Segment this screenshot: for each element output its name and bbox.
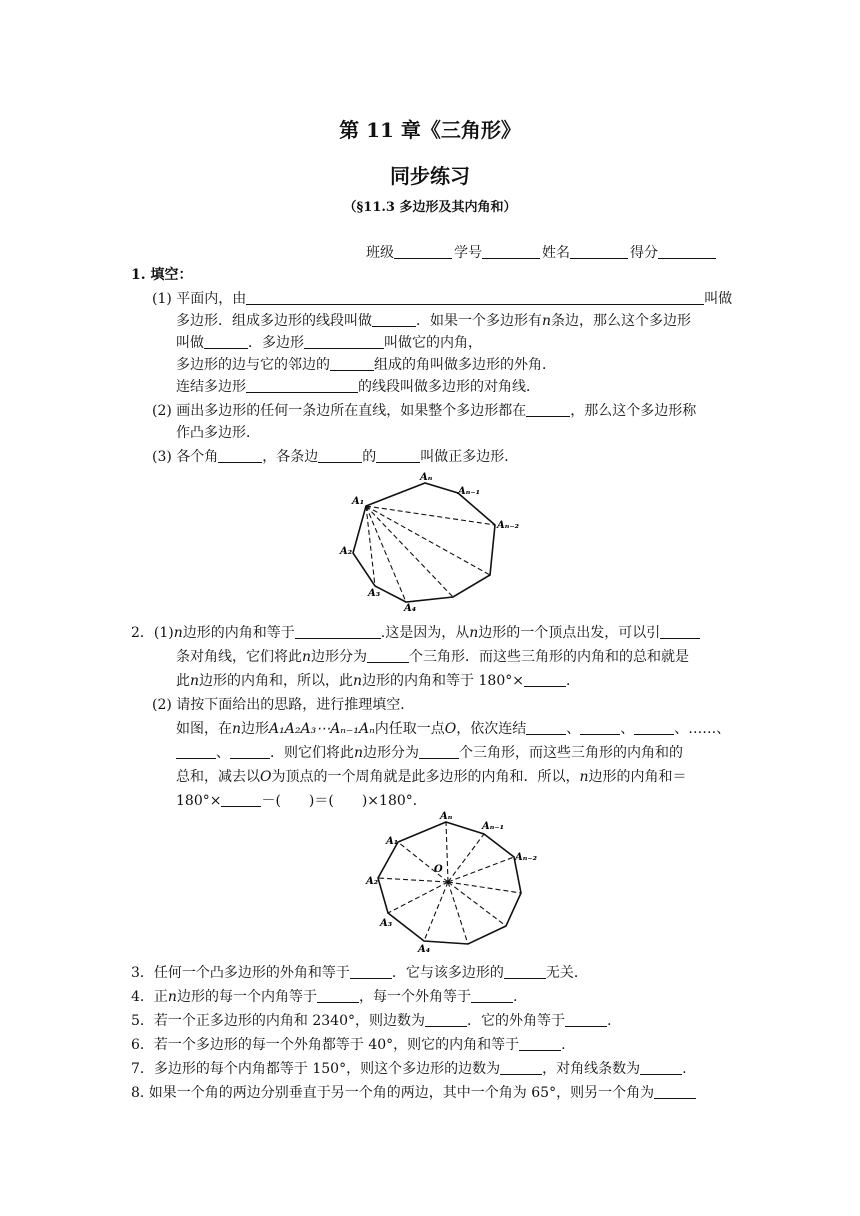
q2-line-5: 如图，在n边形A₁A₂A₃⋯Aₙ₋₁Aₙ内任取一点O，依次连结 、 、 、……、 (176, 721, 731, 737)
q5-line: 5．若一个正多边形的内角和 2340°，则边数为 ．它的外角等于 . (131, 1013, 612, 1029)
label-a1: A₁ (352, 496, 365, 507)
q8-line: 8. 如果一个角的两边分别垂直于另一个角的两边，其中一个角为 65°，则另一个角为 (131, 1084, 696, 1102)
q7-line: 7．多边形的每个内角都等于 150°，则这个多边形的边数为 ，对角线条数为 . (131, 1061, 687, 1077)
q1-blank-4[interactable] (304, 334, 384, 349)
diagonal-lines (366, 506, 495, 602)
label-an-2: Aₙ₋₂ (515, 852, 537, 863)
q2-line-4: (2) 请按下面给出的思路，进行推理填空． (152, 697, 415, 713)
q1-blank-6[interactable] (246, 378, 358, 393)
q7-blank-2[interactable] (640, 1060, 682, 1075)
label-an: Aₙ (440, 811, 453, 822)
q2-blank-6[interactable] (580, 720, 620, 735)
q2-line-2: 条对角线，它们将此n边形分为 个三角形．而这些三角形的内角和的总和就是 (176, 649, 690, 665)
q8-blank-1[interactable] (654, 1084, 696, 1099)
q2-line-6: 、 ．则它们将此n边形分为 个三角形，而这些三角形的内角和的 (176, 744, 683, 762)
q1-line-1: (1) 平面内，由 叫做 (152, 291, 733, 307)
q2-blank-5[interactable] (526, 720, 566, 735)
label-a2: A₂ (366, 876, 379, 887)
q6-line: 6．若一个多边形的每一个外角都等于 40°，则它的内角和等于 . (131, 1037, 566, 1053)
polygon-diagonals-figure (330, 468, 530, 618)
class-blank[interactable] (394, 244, 452, 259)
q2-line-3: 此n边形的内角和，所以，此n边形的内角和等于 180°× ． (176, 673, 580, 689)
label-a1: A₁ (386, 836, 399, 847)
student-info-row (366, 242, 718, 262)
q2-line-8: 180°× －( )＝( )×180°． (176, 793, 427, 809)
q1-line-3: 叫做 ．多边形 叫做它的内角， (176, 335, 482, 351)
q2-blank-7[interactable] (634, 720, 674, 735)
label-o: O (434, 864, 443, 875)
q1-blank-9[interactable] (318, 448, 362, 463)
q1-blank-8[interactable] (218, 448, 262, 463)
worksheet-subtitle: 同步练习 (390, 164, 470, 188)
q1-blank-2[interactable] (372, 312, 416, 327)
label-a2: A₂ (340, 546, 353, 557)
q1-line-5: 连结多边形 的线段叫做多边形的对角线． (176, 379, 540, 395)
q2-blank-10[interactable] (419, 744, 459, 759)
q2-line-1: 2．(1)n边形的内角和等于 .这是因为，从n边形的一个顶点出发，可以引 (131, 624, 700, 642)
q5-blank-1[interactable] (425, 1012, 467, 1027)
q1-blank-3[interactable] (204, 334, 248, 349)
q1-line-8: (3) 各个角 ，各条边 的 叫做正多边形． (152, 449, 519, 465)
q4-blank-1[interactable] (317, 988, 359, 1003)
score-label: 得分 (630, 245, 658, 261)
q3-blank-2[interactable] (504, 964, 546, 979)
q1-blank-7[interactable] (526, 402, 570, 417)
q1-blank-5[interactable] (330, 356, 374, 371)
chapter-title: 第 11 章《三角形》 (339, 118, 521, 142)
name-label: 姓名 (542, 245, 570, 261)
q1-blank-10[interactable] (376, 448, 420, 463)
name-blank[interactable] (570, 244, 628, 259)
q1-blank-1[interactable] (246, 290, 704, 305)
score-blank[interactable] (658, 244, 716, 259)
q2-blank-9[interactable] (230, 744, 270, 759)
q2-blank-1[interactable] (295, 624, 381, 639)
q2-blank-11[interactable] (221, 792, 261, 807)
label-an-1: Aₙ₋₁ (458, 486, 480, 497)
q5-blank-2[interactable] (565, 1012, 607, 1027)
q7-blank-1[interactable] (500, 1060, 542, 1075)
q1-line-7: 作凸多边形． (176, 425, 260, 441)
number-blank[interactable] (482, 244, 540, 259)
q4-blank-2[interactable] (471, 988, 513, 1003)
q6-blank-1[interactable] (519, 1036, 561, 1051)
polygon-center-figure (360, 810, 550, 958)
q3-blank-1[interactable] (350, 964, 392, 979)
q1-line-4: 多边形的边与它的邻边的 组成的角叫做多边形的外角． (176, 357, 556, 373)
class-label: 班级 (366, 245, 394, 261)
q2-line-7: 总和，减去以O为顶点的一个周角就是此多边形的内角和．所以，n边形的内角和＝ (176, 769, 687, 785)
label-a4: A₄ (404, 603, 417, 614)
q2-blank-4[interactable] (524, 672, 566, 687)
polygon-outline (353, 483, 495, 602)
q1-line-6: (2) 画出多边形的任何一条边所在直线，如果整个多边形都在 ，那么这个多边形称 (152, 403, 697, 419)
q2-blank-3[interactable] (367, 648, 409, 663)
center-point (446, 880, 450, 884)
q1-line-2: 多边形．组成多边形的线段叫做 ．如果一个多边形有n条边，那么这个多边形 (176, 313, 692, 329)
label-an-1: Aₙ₋₁ (482, 821, 504, 832)
q4-line: 4．正n边形的每一个内角等于 ，每一个外角等于 . (131, 989, 518, 1005)
section-title: （§11.3 多边形及其内角和） (343, 200, 517, 215)
q3-line: 3．任何一个凸多边形的外角和等于 ．它与该多边形的 无关． (131, 965, 588, 981)
label-an-2: Aₙ₋₂ (497, 520, 519, 531)
center-segments (378, 822, 521, 944)
label-a4: A₄ (418, 944, 431, 955)
q1-heading: 1. 填空： (131, 267, 193, 283)
number-label: 学号 (454, 245, 482, 261)
q2-blank-2[interactable] (660, 624, 700, 639)
q2-blank-8[interactable] (176, 744, 216, 759)
label-an: Aₙ (420, 472, 433, 483)
label-a3: A₃ (368, 588, 381, 599)
label-a3: A₃ (380, 918, 393, 929)
